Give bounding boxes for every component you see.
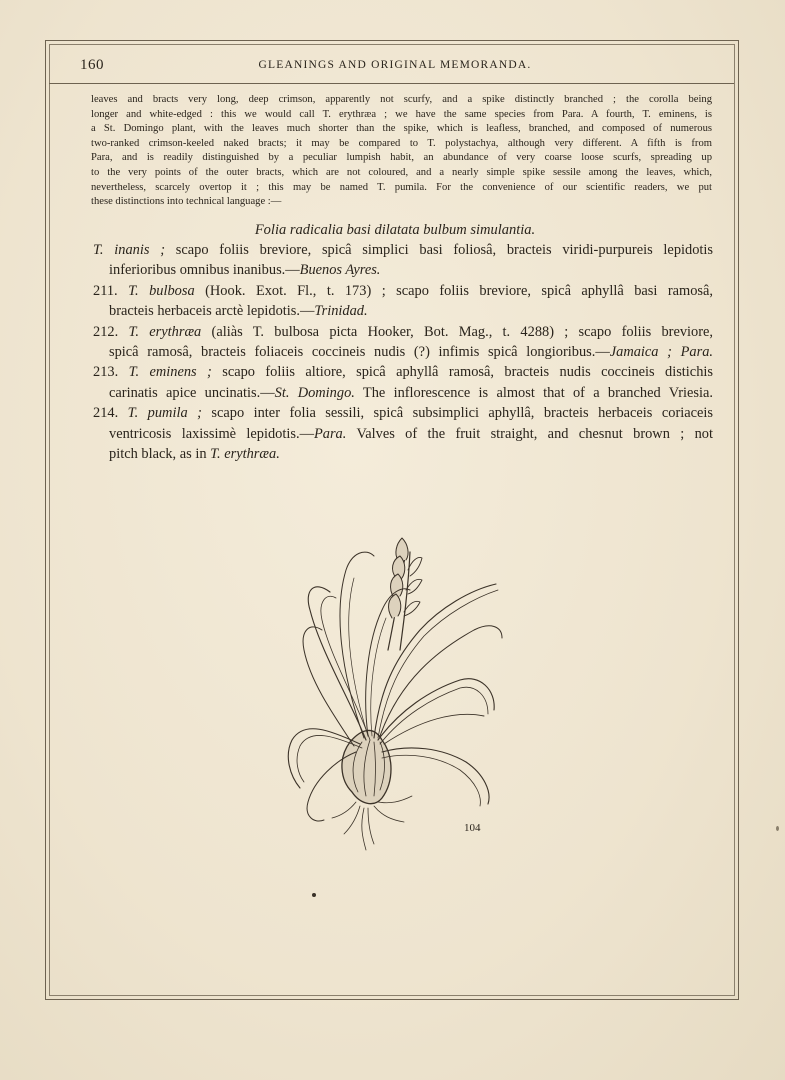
locality: St. Domingo.: [274, 384, 355, 401]
paper-speck: [776, 826, 779, 831]
paragraph-line: longer and white-edged : this we would call T. erythræa ; we have the same species from Para. A fourth, T. eminens, is: [91, 108, 712, 120]
entry-line: bracteis herbaceis arctè lepidotis.—Trinidad.: [109, 303, 368, 320]
running-head: GLEANINGS AND ORIGINAL MEMORANDA.: [258, 59, 532, 71]
species-entry-inanis: [93, 240, 713, 281]
species-entry-211: [93, 281, 713, 322]
species-name: T. erythræa.: [210, 446, 280, 463]
entry-line: 212. T. erythræa (aliàs T. bulbosa picta Hooker, Bot. Mag., t. 4288) ; scapo foliis breviore,: [93, 323, 714, 340]
species-entry-214: [93, 403, 713, 464]
section-heading: Folia radicalia basi dilatata bulbum simulantia.: [254, 222, 536, 238]
paragraph-line: leaves and bracts very long, deep crimson, apparently not scurfy, and a spike distinctly branched ; the corolla being: [91, 94, 712, 105]
species-name: T. pumila ;: [127, 405, 202, 422]
paragraph-line: a St. Domingo plant, with the leaves much shorter than the spike, which is leafless, branched, and composed of numerous: [91, 123, 712, 135]
paragraph-line: Para, and is readily distinguished by a peculiar lumpish habit, an abundance of very coarse loose scurfs, spreading up: [91, 152, 712, 164]
entry-line: carinatis apice uncinatis.—St. Domingo. The inflorescence is almost that of a branched Vriesia.: [109, 384, 713, 401]
header-rule: [49, 83, 734, 84]
intro-paragraph: [91, 93, 712, 210]
paragraph-line: to the very points of the outer bracts, which are not coloured, and a nearly simple spike sessile among the leaves, which,: [91, 166, 712, 178]
entry-line: 214. T. pumila ; scapo inter folia sessili, spicâ subsimplici aphyllâ, bracteis herbaceis coriaceis: [93, 405, 714, 422]
entry-line: pitch black, as in T. erythræa.: [109, 446, 280, 463]
entry-line: inferioribus omnibus inanibus.—Buenos Ayres.: [109, 262, 381, 279]
locality: Buenos Ayres.: [299, 262, 381, 279]
paper-speck: [312, 893, 316, 897]
entry-line: T. inanis ; scapo foliis breviore, spicâ simplici basi foliosâ, bracteis viridi-purpureis lepidotis: [93, 242, 714, 258]
figure-number: 104: [464, 822, 481, 834]
paragraph-line: these distinctions into technical language :—: [91, 196, 282, 208]
entry-line: 213. T. eminens ; scapo foliis altiore, spicâ aphyllâ ramosâ, bracteis nudis coccineis distichis: [93, 364, 713, 381]
plant-illustration: [270, 530, 510, 860]
locality: Para.: [313, 425, 347, 442]
entry-line: spicâ ramosâ, bracteis foliaceis coccineis nudis (?) infimis spicâ longioribus.—Jamaica ; Para.: [109, 344, 713, 361]
page-number: 160: [80, 57, 104, 73]
species-name: T. inanis ;: [93, 242, 166, 258]
paragraph-line: nevertheless, scarcely overtop it ; this may be named T. pumila. For the convenience of our scientific readers, we put: [91, 181, 712, 193]
entry-line: ventricosis laxissimè lepidotis.—Para. Valves of the fruit straight, and chesnut brown ; not: [109, 425, 713, 442]
species-entry-212: [93, 322, 713, 363]
locality: Trinidad.: [314, 303, 368, 320]
entry-line: 211. T. bulbosa (Hook. Exot. Fl., t. 173) ; scapo foliis breviore, spicâ aphyllâ basi ramosâ,: [93, 282, 713, 299]
species-entries: [93, 240, 713, 464]
species-name: T. bulbosa: [128, 282, 195, 299]
paragraph-line: two-ranked crimson-keeled naked bracts; it may be compared to T. polystachya, although very different. A fifth is from: [91, 137, 712, 149]
species-name: T. eminens ;: [128, 364, 212, 381]
species-entry-213: [93, 362, 713, 403]
locality: Jamaica ; Para.: [609, 344, 713, 361]
species-name: T. erythræa: [128, 323, 202, 340]
